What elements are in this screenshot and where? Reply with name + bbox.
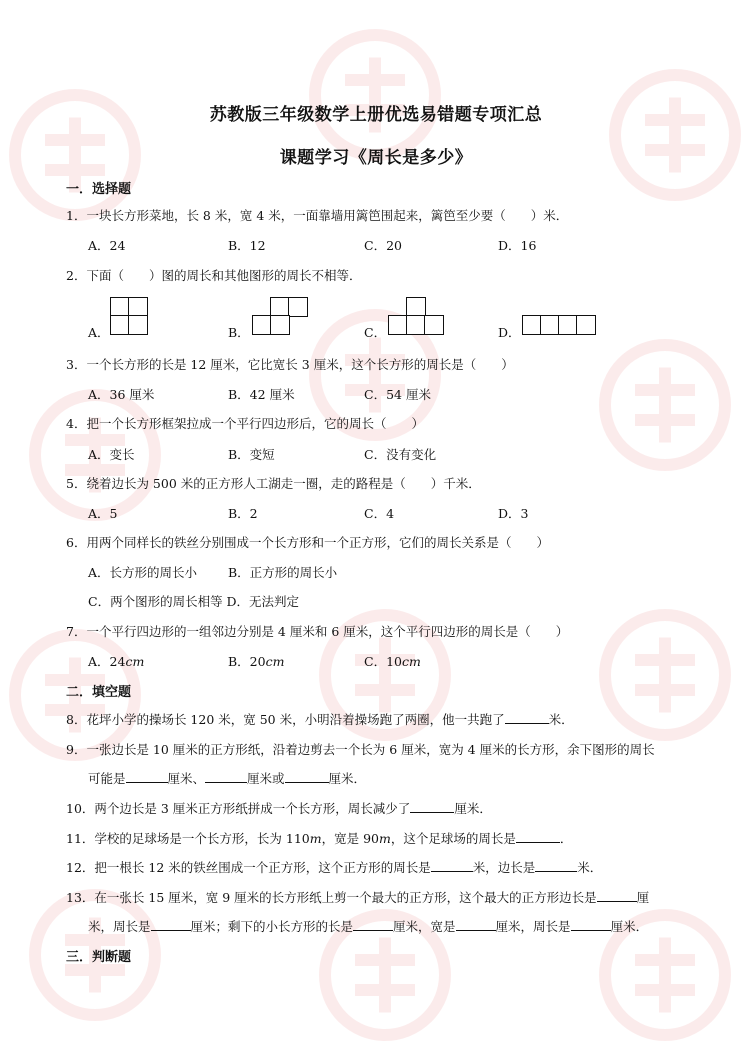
q1-option-b: B．12 bbox=[228, 238, 266, 253]
question-13: 13．在一张长 15 厘米，宽 9 厘米的长方形纸上剪一个最大的正方形，这个最大的正方形边长是 厘 bbox=[66, 890, 650, 905]
q6-option-b: B．正方形的周长小 bbox=[228, 565, 338, 580]
question-4: 4．把一个长方形框架拉成一个平行四边形后，它的周长（ ） bbox=[66, 416, 424, 431]
question-5: 5．绕着边长为 500 米的正方形人工湖走一圈，走的路程是（ ）千米． bbox=[66, 476, 481, 491]
question-9: 9．一张边长是 10 厘米的正方形纸，沿着边剪去一个长为 6 厘米，宽为 4 厘米的长方形，余下图形的周长 bbox=[66, 742, 655, 757]
q2-option-c: C． bbox=[364, 325, 387, 340]
q6-option-cd: C．两个图形的周长相等 D．无法判定 bbox=[88, 594, 300, 609]
question-11: 11．学校的足球场是一个长方形，长为 110m，宽是 90m，这个足球场的周长是 ． bbox=[66, 831, 573, 846]
section-true-false: 三．判断题 bbox=[66, 950, 132, 965]
q2-figure-a bbox=[110, 297, 148, 335]
question-8: 8．花坪小学的操场长 120 米，宽 50 米，小明沿着操场跑了两圈，他一共跑了 米． bbox=[66, 712, 574, 727]
section-fill-blank: 二．填空题 bbox=[66, 685, 132, 700]
q5-option-d: D．3 bbox=[498, 506, 529, 521]
q7-option-b: B．20cm bbox=[228, 654, 285, 669]
q4-option-a: A．变长 bbox=[88, 447, 135, 462]
q3-option-c: C．54 厘米 bbox=[364, 387, 431, 402]
answer-blank[interactable] bbox=[151, 918, 191, 931]
q5-option-a: A．5 bbox=[88, 506, 118, 521]
q2-option-d: D． bbox=[498, 325, 521, 340]
answer-blank[interactable] bbox=[456, 918, 496, 931]
q5-option-b: B．2 bbox=[228, 506, 258, 521]
question-3: 3．一个长方形的长是 12 厘米，它比宽长 3 厘米，这个长方形的周长是（ ） bbox=[66, 357, 514, 372]
question-2: 2．下面（ ）图的周长和其他图形的周长不相等． bbox=[66, 268, 362, 283]
answer-blank[interactable] bbox=[126, 770, 168, 783]
q3-option-b: B．42 厘米 bbox=[228, 387, 295, 402]
q4-option-c: C．没有变化 bbox=[364, 447, 437, 462]
q2-option-b: B． bbox=[228, 325, 250, 340]
answer-blank[interactable] bbox=[285, 770, 329, 783]
q2-figure-c bbox=[388, 297, 444, 335]
question-6: 6．用两个同样长的铁丝分别围成一个长方形和一个正方形，它们的周长关系是（ ） bbox=[66, 535, 549, 550]
answer-blank[interactable] bbox=[505, 711, 549, 724]
question-10: 10．两个边长是 3 厘米正方形纸拼成一个长方形，周长减少了 厘米． bbox=[66, 801, 492, 816]
q6-option-a: A．长方形的周长小 bbox=[88, 565, 198, 580]
answer-blank[interactable] bbox=[205, 770, 247, 783]
q1-option-c: C．20 bbox=[364, 238, 402, 253]
q4-option-b: B．变短 bbox=[228, 447, 275, 462]
q5-option-c: C．4 bbox=[364, 506, 395, 521]
question-13-cont: 米，周长是 厘米；剩下的小长方形的长是 厘米，宽是 厘米，周长是 厘米． bbox=[88, 919, 649, 934]
question-7: 7．一个平行四边形的一组邻边分别是 4 厘米和 6 厘米，这个平行四边形的周长是（ ） bbox=[66, 624, 569, 639]
document-subtitle: 课题学习《周长是多少》 bbox=[279, 148, 473, 168]
q7-option-c: C．10cm bbox=[364, 654, 421, 669]
answer-blank[interactable] bbox=[353, 918, 393, 931]
q7-option-a: A．24cm bbox=[88, 654, 145, 669]
answer-blank[interactable] bbox=[516, 830, 560, 843]
question-9-cont: 可能是 厘米、 厘米或 厘米． bbox=[88, 771, 367, 786]
answer-blank[interactable] bbox=[597, 889, 637, 902]
question-12: 12．把一根长 12 米的铁丝围成一个正方形，这个正方形的周长是 米，边长是 米． bbox=[66, 860, 603, 875]
q2-figure-d bbox=[522, 315, 596, 335]
q3-option-a: A．36 厘米 bbox=[88, 387, 155, 402]
q2-option-a: A． bbox=[88, 325, 110, 340]
q1-option-d: D．16 bbox=[498, 238, 537, 253]
q1-option-a: A．24 bbox=[88, 238, 126, 253]
answer-blank[interactable] bbox=[571, 918, 611, 931]
document-title: 苏教版三年级数学上册优选易错题专项汇总 bbox=[209, 105, 543, 125]
section-choice: 一．选择题 bbox=[66, 182, 132, 197]
answer-blank[interactable] bbox=[431, 859, 473, 872]
answer-blank[interactable] bbox=[410, 800, 454, 813]
q2-figure-b bbox=[252, 297, 308, 335]
question-1: 1．一块长方形菜地，长 8 米，宽 4 米，一面靠墙用篱笆围起来，篱笆至少要（ ）米． bbox=[66, 208, 569, 223]
answer-blank[interactable] bbox=[535, 859, 577, 872]
